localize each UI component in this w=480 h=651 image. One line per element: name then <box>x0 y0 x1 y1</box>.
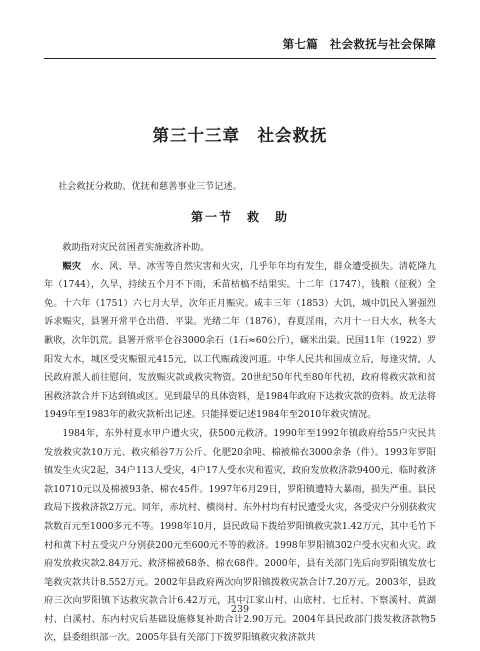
paragraph-term: 赈灾 <box>62 260 82 272</box>
paragraph-text: 水、风、旱、冰雪等自然灾害和火灾，几乎年年均有发生，群众遭受损失。清乾隆九年（1744），久旱，持续五个月不下雨，禾苗枯槁不结果实。十二年（1747），钱粮（征税）全免。十六年（1751）六七月大旱，次年正月赈灾。咸丰三年（1853）大饥，城中饥民入署强烈诉求赈灾，县署开常平仓出借、平粜。光绪二年（1876），春夏淫雨，六月十一日大水，秋冬大歉收，次年饥荒。县署开常平仓谷3000余石（1石≈60公斤），碾米出粜。民国11年（1922）罗阳发大水，城区受灾赈银元415元，以工代赈疏浚河道。中华人民共和国成立后，每逢灾情，人民政府派人前往慰问，发放赈灾款或救灾物资。20世纪50年代至80年代初，政府将救灾款和贫困救济款合并下达到镇或区。见到最早的具体资料，是1984年政府下达救灾款的资料。故无法将1949年至1983年的救灾款析出记述。只能择要记述1984年至2010年救灾情况。 <box>44 260 437 421</box>
page-number: 239 <box>230 604 250 615</box>
paragraph-2 <box>44 258 436 425</box>
paragraph-text: 1984年，东外村夏水甲户遭火灾，获500元救济。1990年至1992年镇政府给55户灾民共发放救灾款10万元、救灾稻谷7万公斤、化肥20余吨、棉被棉衣3000余条（件）。1993年罗阳镇发生火灾2起，34户113人受灾，4户17人受水灾和雹灾，政府发放救济款9400元、临时救济款10710元以及棉被93条、棉衣45件。1997年6月29日，罗阳镇遭特大暴雨，损失严重。县民政局下拨救济款2万元。同年，赤坑村、横岗村、东外村均有村民遭受火灾，各受灾户分别获救灾款数百元至1000多元不等。1998年10月，县民政局下拨给罗阳镇救灾款1.42万元，其中毛竹下村和黄下村五受灾户分别获200元至600元不等的救济。1998年罗阳镇302户受水灾和火灾。政府发放救灾款2.84万元、救济棉被68条、棉衣68件。2000年，县有关部门先后向罗阳镇发放七笔救灾款共计8.552万元。2002年县政府两次向罗阳镇拨救灾款合计7.20万元。2003年，县政府三次向罗阳镇下达救灾款合计6.42万元，其中江家山村、山底村、七丘村、下察溪村、黄湖村、白溪村、东内村灾后基础设施修复补助合计2.90万元。2004年县民政部门拨发救济款物5次，县委组织部一次。2005年县有关部门下拨罗阳镇救灾救济款共 <box>44 427 436 644</box>
body-text <box>44 239 436 648</box>
running-header: 第七篇 社会救抚与社会保障 <box>282 37 436 51</box>
intro-paragraph: 社会救抚分救助、优抚和慈善事业三节记述。 <box>58 181 242 192</box>
paragraph-1 <box>44 239 436 258</box>
chapter-title: 第三十三章 社会救抚 <box>152 126 328 145</box>
paragraph-text: 救助指对灾民贫困者实施救济补助。 <box>62 242 210 253</box>
section-title: 第一节 救 助 <box>190 210 289 224</box>
header-rule <box>44 58 436 59</box>
